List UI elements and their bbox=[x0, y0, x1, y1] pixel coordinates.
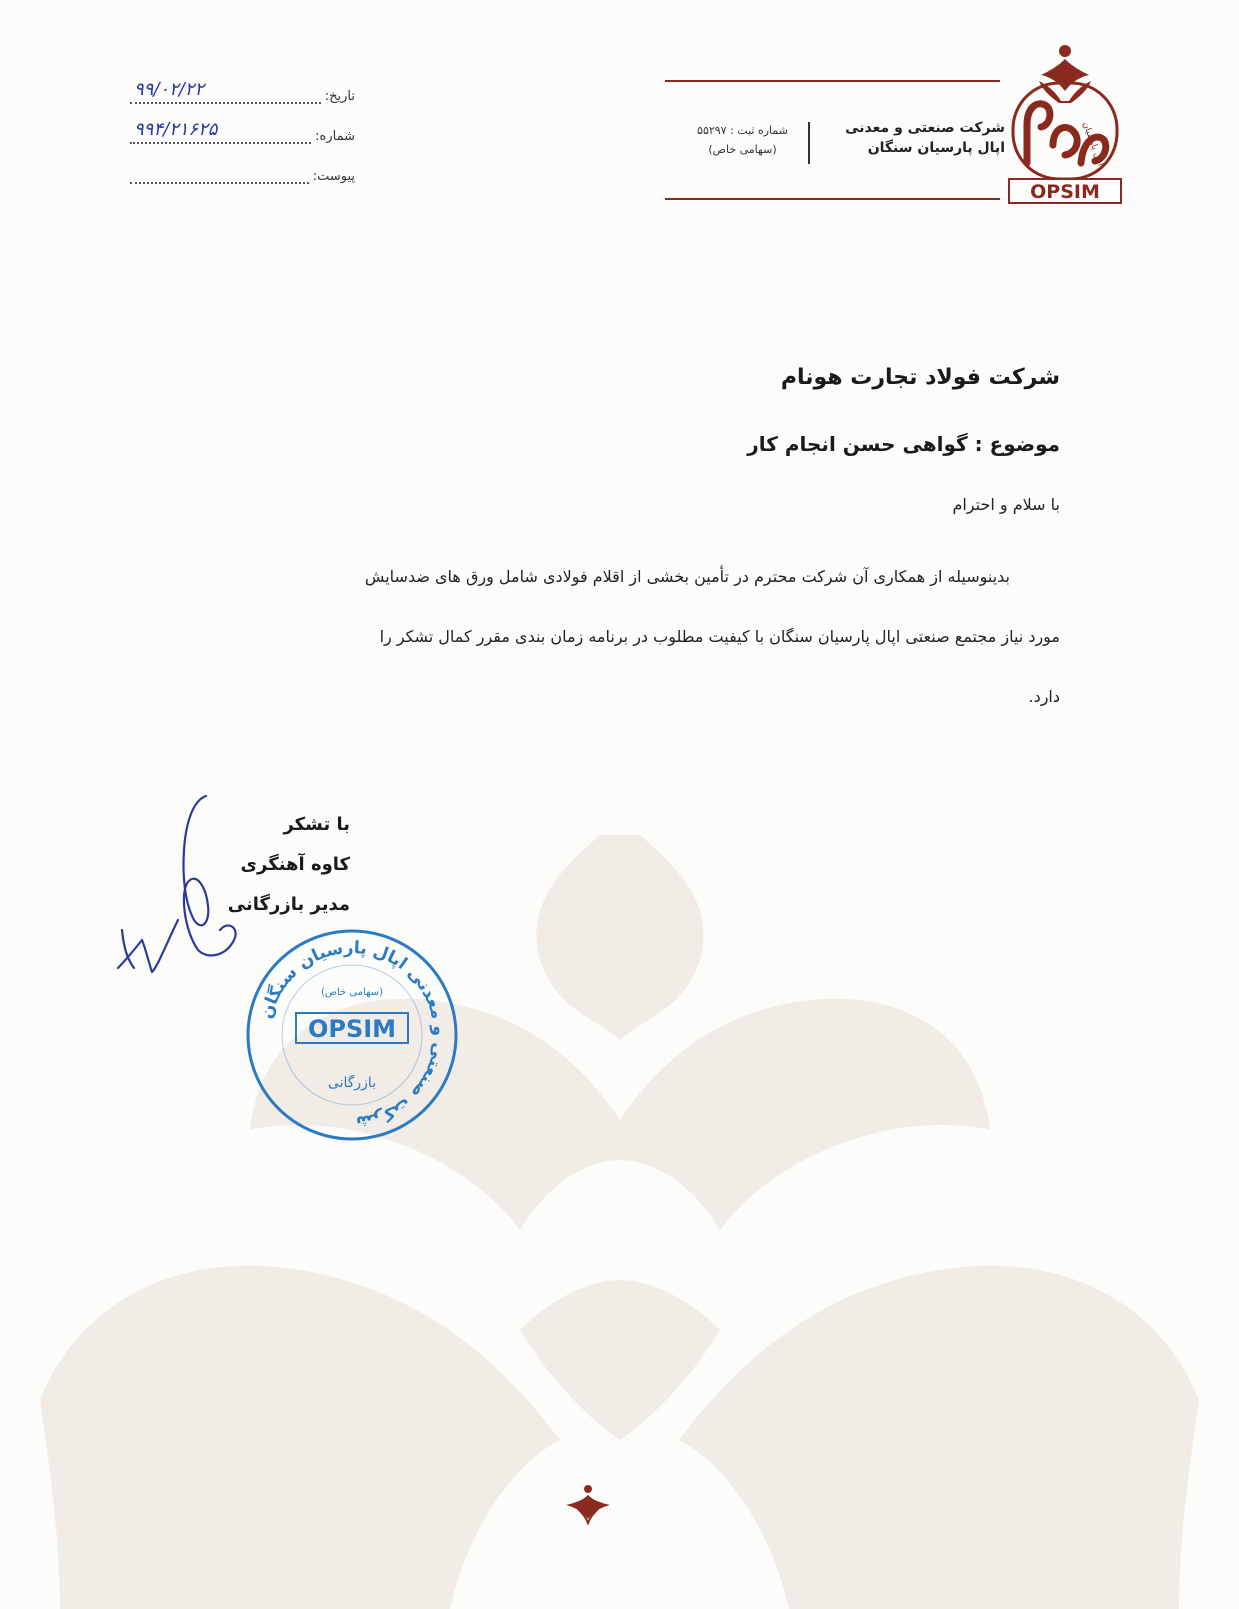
seal-type: (سهامی خاص) bbox=[320, 987, 384, 998]
logo-text: OPSIM bbox=[1030, 181, 1100, 203]
header-rule-top bbox=[665, 80, 1000, 82]
closing-thanks: با تشکر bbox=[283, 814, 350, 835]
signer-title: مدیر بازرگانی bbox=[227, 894, 350, 915]
body-line-3: دارد. bbox=[1028, 687, 1060, 706]
registration-number: شماره ثبت : ۵۵۲۹۷ bbox=[697, 124, 788, 137]
greeting: با سلام و احترام bbox=[952, 495, 1060, 514]
date-field bbox=[130, 79, 321, 104]
date-row bbox=[130, 79, 355, 104]
subject: موضوع : گواهی حسن انجام کار bbox=[747, 432, 1060, 456]
company-name-block bbox=[820, 120, 1005, 156]
header-rule-bottom bbox=[665, 198, 1000, 200]
number-row bbox=[130, 119, 355, 144]
body-line-1: بدینوسیله از همکاری آن شرکت محترم در تأمین بخشی از اقلام فولادی شامل ورق های ضدسایش bbox=[364, 567, 1010, 586]
registration-block bbox=[680, 124, 805, 156]
handwritten-signature bbox=[108, 790, 258, 980]
seal-department: بازرگانی bbox=[327, 1075, 377, 1091]
recipient: شرکت فولاد تجارت هونام bbox=[780, 365, 1060, 390]
number-field bbox=[130, 119, 311, 144]
attachment-label: پیوست: bbox=[312, 169, 355, 184]
number-label: شماره: bbox=[315, 129, 355, 144]
seal-logo: OPSIM bbox=[307, 1015, 397, 1043]
date-label: تاریخ: bbox=[324, 89, 355, 104]
number-value: ۹۹۴/۲۱۶۲۵ bbox=[134, 119, 218, 140]
company-type: (سهامی خاص) bbox=[708, 143, 777, 156]
attachment-field bbox=[130, 168, 309, 184]
company-name-line2: اپال پارسیان سنگان bbox=[867, 140, 1005, 156]
letter-body bbox=[170, 560, 1060, 740]
signer-name: کاوه آهنگری bbox=[240, 854, 350, 875]
company-name-line1: شرکت صنعتی و معدنی bbox=[845, 120, 1005, 136]
logo-script-text: اپال پارسیان bbox=[1080, 120, 1106, 168]
company-logo bbox=[1005, 45, 1125, 205]
body-line-2: مورد نیاز مجتمع صنعتی اپال پارسیان سنگان با کیفیت مطلوب در برنامه زمان بندی مقرر کمال تشکر را bbox=[379, 627, 1060, 646]
company-seal bbox=[242, 925, 462, 1145]
seal-ring-text: شرکت صنعتی و معدنی اپال پارسیان سنگان bbox=[256, 937, 450, 1133]
footer-logo-icon bbox=[560, 1485, 616, 1525]
header-separator bbox=[808, 122, 810, 164]
attachment-row bbox=[130, 168, 355, 184]
date-value: ۹۹/۰۲/۲۲ bbox=[134, 79, 205, 100]
